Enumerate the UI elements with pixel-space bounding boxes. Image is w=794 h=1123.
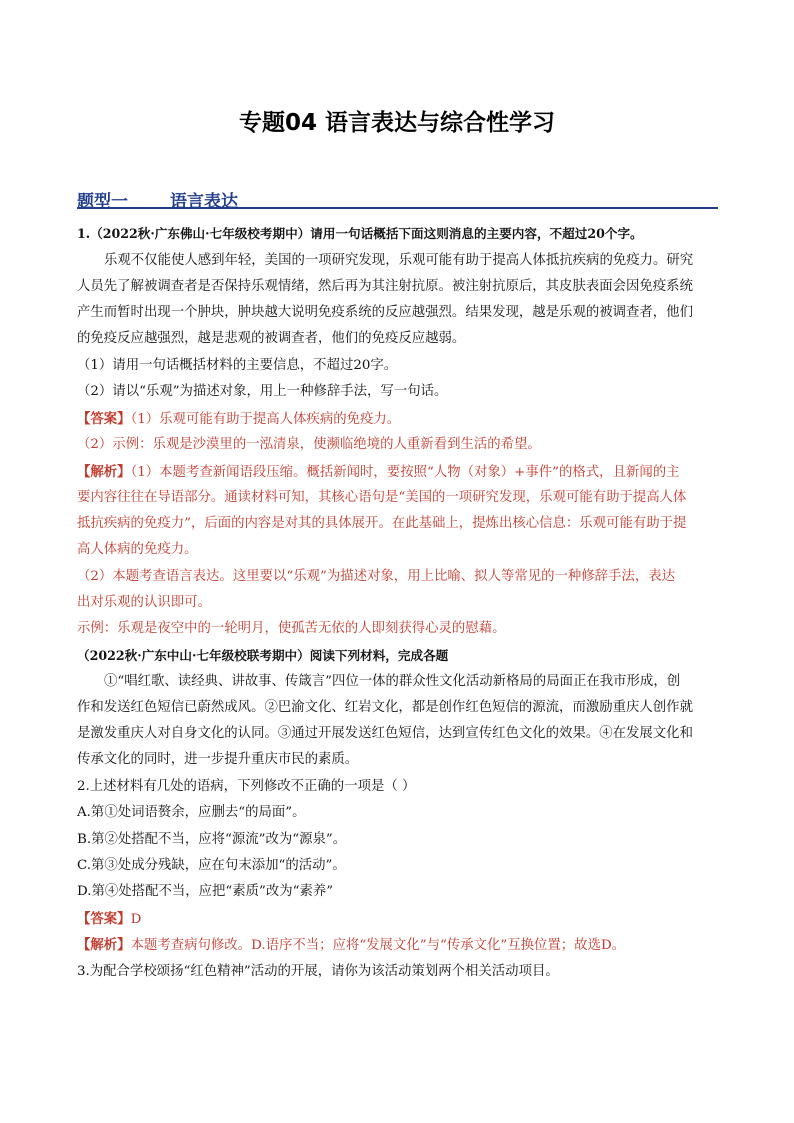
q1-sub-question-2: （2）请以“乐观”为描述对象，用上一种修辞手法，写一句话。 [77,384,448,399]
q1-answer-1 [77,409,400,430]
section-underline [77,207,718,209]
q2-answer [77,909,141,930]
q2-option: C.第③处成分残缺，应在句末添加“的活动”。 [77,858,346,873]
q2-option: D.第④处搭配不当，应把“素质”改为“素养” [77,884,334,899]
analysis-tag: 【解析】 [77,937,131,953]
q2-passage-line: ①“唱红歌、读经典、讲故事、传箴言”四位一体的群众性文化活动新格局的局面正在我市形成，创 [104,674,681,689]
q2-option: B.第②处搭配不当，应将“源流”改为“源泉”。 [77,832,347,847]
q1-analysis-line: （2）本题考查语言表达。这里要以“乐观”为描述对象，用上比喻、拟人等常见的一种修辞手法，表达 [77,569,676,584]
answer-tag: 【答案】 [77,911,131,927]
answer-text: D [130,912,142,927]
q1-passage-line: 乐观不仅能使人感到年轻，美国的一项研究发现，乐观可能有助于提高人体抵抗疾病的免疫力。研究 [104,253,694,268]
q1-analysis-line: 高人体病的免疫力。 [77,542,198,557]
q1-analysis-line: 【解析】（1）本题考查新闻语段压缩。概括新闻时，要按照“人物（对象）+事件”的格式，且新闻的主 [77,464,680,480]
answer-text: （1）乐观可能有助于提高人体疾病的免疫力。 [130,412,401,427]
q2-stem: 2.上述材料有几处的语病，下列修改不正确的一项是（ ） [77,779,416,794]
q2-option: A.第①处词语赘余，应删去“的局面”。 [77,805,306,820]
q1-analysis-line: 示例：乐观是夜空中的一轮明月，使孤苦无依的人即刻获得心灵的慰藉。 [77,621,506,636]
q1-analysis-line: 出对乐观的认识即可。 [77,595,211,610]
q3-stem: 3.为配合学校颂扬“红色精神”活动的开展，请你为该活动策划两个相关活动项目。 [77,964,559,979]
q2-passage-line: 是激发重庆人对自身文化的认同。③通过开展发送红色短信，达到宣传红色文化的效果。④在发展文化和 [77,726,693,741]
analysis-tag: 【解析】 [77,464,131,480]
page-title: 专题04 语言表达与综合性学习 [238,110,555,136]
q1-sub-question-1: （1）请用一句话概括材料的主要信息，不超过20字。 [77,358,398,373]
q1-analysis-line: 要内容往往在导语部分。通读材料可知，其核心语句是“美国的一项研究发现，乐观可能有助于提高人体 [77,490,687,505]
q2-passage-line: 传承文化的同时，进一步提升重庆市民的素质。 [77,752,359,767]
q1-analysis-line: 抵抗疾病的免疫力”，后面的内容是对其的具体展开。在此基础上，提炼出核心信息：乐观可能有助于提 [77,516,687,531]
section-label: 题型一 [77,192,128,212]
q1-passage-line: 产生而暂时出现一个肿块，肿块越大说明免疫系统的反应越强烈。结果发现，越是乐观的被调查者，他们 [77,305,693,320]
q1-answer-2: （2）示例：乐观是沙漠里的一泓清泉，使濒临绝境的人重新看到生活的希望。 [77,437,541,452]
q1-head: 1.（2022秋·广东佛山·七年级校考期中）请用一句话概括下面这则消息的主要内容，不超过20个字。 [77,226,643,241]
answer-tag: 【答案】 [77,411,131,427]
q2-source: （2022秋·广东中山·七年级校联考期中）阅读下列材料，完成各题 [77,648,449,663]
section-name: 语言表达 [170,192,238,212]
q2-analysis: 【解析】本题考查病句修改。D.语序不当；应将“发展文化”与“传承文化”互换位置；故选D。 [77,937,626,953]
q1-passage-line: 的免疫反应越强烈，越是悲观的被调查者，他们的免疫反应越弱。 [77,331,466,346]
q1-passage-line: 人员先了解被调查者是否保持乐观情绪，然后再为其注射抗原。被注射抗原后，其皮肤表面会因免疫系统 [77,279,693,294]
q2-passage-line: 作和发送红色短信已蔚然成风。②巴渝文化、红岩文化，都是创作红色短信的源流，而激励重庆人创作就 [77,700,693,715]
